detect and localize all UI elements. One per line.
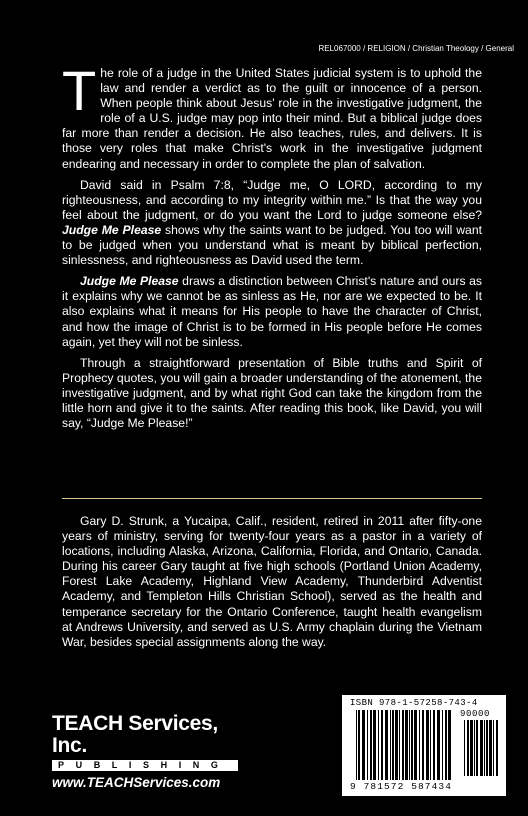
book-title-mention: Judge Me Please [80,274,179,289]
publisher-name: TEACH Services, Inc. [52,712,218,757]
isbn-barcode [342,695,506,796]
category-line: REL067000 / RELIGION / Christian Theology / General [318,44,514,53]
isbn-label: ISBN 978-1-57258-743-4 [350,698,478,708]
section-divider [62,498,482,499]
blurb-paragraph-3 [62,274,482,349]
ean-digits: 9 781572 587434 [350,781,453,792]
blurb-paragraph-3-text: draws a distinction between Christ's nature and ours as it explains why we cannot be as sinless as He, nor are we expected to be. It also explains what it means for His people to have the character of Christ, and how the image of Christ is to be formed in His people before He comes again, yet they will not be sinless. [62,274,482,349]
publisher-logo [52,713,242,790]
drop-cap: T [62,59,97,122]
blurb-paragraph-1-text: he role of a judge in the United States judicial system is to uphold the law and render a verdict as to the guilt or innocence of a person. When people think about Jesus' role in the investigative judgment, the role of a U.S. judge may pop into their mind. But a biblical judge does far more than render a decision. He also teaches, rules, and delivers. It is those very roles that make Christ's work in the investigative judgment endearing and necessary in order to complete the plan of salvation. [62,66,482,171]
book-title-mention: Judge Me Please [62,222,162,237]
blurb-paragraph-4: Through a straightforward presentation of Bible truths and Spirit of Prophecy quotes, you will gain a broader understanding of the atonement, the investigative judgment, and by what right God can take the kingdom from the little horn and give it to the saints. After reading this book, like David, you will say, “Judge Me Please!” [62,355,482,431]
blurb-paragraph-2-text-a: David said in Psalm 7:8, “Judge me, O LORD, according to my righteousness, and according to my integrity within me.” Is that the way you feel about the judgment, or do you want the Lord to judge someone else? [62,177,482,222]
back-cover-blurb [62,59,482,437]
blurb-paragraph-2 [62,178,482,269]
blurb-paragraph-2-text-b: shows why the saints want to be judged. You too will want to be judged when you understand what is meant by biblical perfection, sinlessness, and righteousness as David used the term. [62,222,482,268]
author-bio [62,514,482,650]
blurb-paragraph-1 [62,59,482,172]
publisher-url: www.TEACHServices.com [52,775,221,790]
publisher-tagline: PUBLISHING [52,760,238,771]
author-bio-text: Gary D. Strunk, a Yucaipa, Calif., resident, retired in 2011 after fifty-one years of ministry, serving for twenty-four years as a pastor in a variety of locations, including Alaska, Arizona, California, Florida, and Ontario, Canada. During his career Gary taught at five high schools (Portland Union Academy, Forest Lake Academy, Highland View Academy, Thunderbird Adventist Academy, and Templeton Hills Christian School), served as the health and temperance secretary for the Ontario Conference, taught health evangelism at Andrews University, and served as U.S. Army chaplain during the Vietnam War, besides special assignments along the way. [62,514,482,649]
price-code: 90000 [460,709,491,719]
